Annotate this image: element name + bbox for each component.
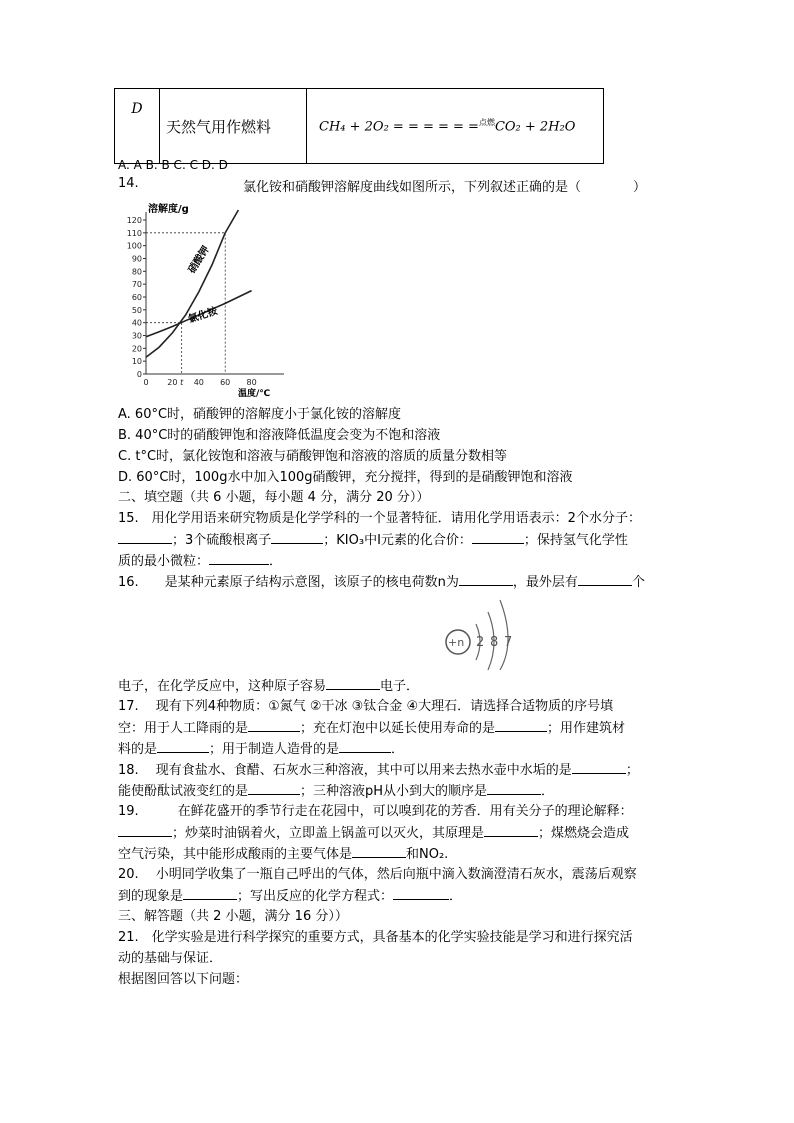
answer-blank[interactable] bbox=[459, 572, 513, 586]
option-description: 天然气用作燃料 bbox=[166, 117, 272, 136]
q20-line1: 20. 小明同学收集了一瓶自己呼出的气体，然后向瓶中滴入数滴澄清石灰水，震荡后观察 bbox=[118, 867, 637, 882]
nucleus-label: +n bbox=[448, 636, 465, 649]
table-cell-equation bbox=[307, 89, 604, 164]
solubility-chart bbox=[118, 196, 288, 400]
q17-text-3b: ；用于制造人造骨的是 bbox=[209, 742, 340, 757]
q16-line2 bbox=[118, 676, 419, 696]
chart-xlabel: 温度/℃ bbox=[238, 389, 271, 399]
y-tick-label: 50 bbox=[131, 305, 142, 315]
q17-text-2a: 空：用于人工降雨的是 bbox=[118, 721, 249, 736]
table-cell-letter bbox=[115, 89, 160, 164]
y-tick-label: 40 bbox=[131, 318, 142, 328]
option-letter: D bbox=[131, 101, 143, 117]
answer-blank[interactable] bbox=[271, 530, 323, 544]
q15-text-2a: ；3个硫酸根离子 bbox=[172, 533, 272, 548]
y-tick-label: 70 bbox=[131, 280, 142, 290]
q16-text-1c: 个 bbox=[631, 575, 645, 590]
q15-line1: 15. 用化学用语来研究物质是化学学科的一个显著特征．请用化学用语表示：2个水分子： bbox=[118, 511, 641, 526]
x-tick-label: 80 bbox=[246, 378, 257, 387]
q19-line3 bbox=[118, 844, 448, 864]
x-tick-label: 20 bbox=[167, 378, 178, 387]
y-tick-label: 120 bbox=[126, 216, 142, 225]
q20-text-2a: 到的现象是 bbox=[118, 889, 184, 904]
y-tick-label: 110 bbox=[126, 228, 142, 238]
q21-line2: 动的基础与保证． bbox=[118, 951, 223, 966]
q16-text-1a: 16. 是某种元素原子结构示意图，该原子的核电荷数n为 bbox=[118, 575, 459, 590]
q18-line2: 能使酚酞试液变红的是 ；三种溶液pH从小到大的顺序是 ． bbox=[118, 781, 554, 801]
answer-blank[interactable] bbox=[157, 739, 209, 753]
q17-line1: 17. 现有下列4种物质：①氮气 ②干冰 ③钛合金 ④大理石．请选择合适物质的序号填 bbox=[118, 699, 614, 714]
answer-blank[interactable] bbox=[487, 781, 541, 795]
q14-option-b: B. 40°C时的硝酸钾饱和溶液降低温度会变为不饱和溶液 bbox=[118, 428, 441, 443]
answer-blank[interactable] bbox=[352, 844, 406, 858]
answer-blank[interactable] bbox=[572, 760, 626, 774]
answer-blank[interactable] bbox=[472, 530, 524, 544]
q16-text-2a: 电子，在化学反应中，这种原子容易 bbox=[118, 679, 327, 694]
answer-blank[interactable] bbox=[578, 572, 632, 586]
q15-text-2c: ；保持氢气化学性 bbox=[523, 533, 628, 548]
shell-electrons-3: 7 bbox=[504, 635, 513, 650]
q14-option-c: C. t°C时，氯化铵饱和溶液与硝酸钾饱和溶液的溶质的质量分数相等 bbox=[118, 449, 508, 464]
series-label-potassium-nitrate: 硝酸钾 bbox=[186, 244, 212, 276]
q19-line1: 19. 在鲜花盛开的季节行走在花园中，可以嗅到花的芳香．用有关分子的理论解释： bbox=[118, 804, 633, 819]
series-label-ammonium-chloride: 氯化铵 bbox=[187, 305, 220, 326]
q15-line2 bbox=[118, 530, 628, 550]
shell-electrons-1: 2 bbox=[476, 635, 485, 650]
q19-text-3a: 空气污染，其中能形成酸雨的主要气体是 bbox=[118, 847, 353, 862]
q18-text-1a: 18. 现有食盐水、食醋、石灰水三种溶液，其中可以用来去热水壶中水垢的是 bbox=[118, 763, 572, 778]
answer-blank[interactable] bbox=[118, 823, 172, 837]
y-tick-label: 0 bbox=[136, 370, 142, 379]
q17-line2 bbox=[118, 718, 625, 738]
table-row bbox=[115, 89, 604, 164]
y-tick-label: 90 bbox=[131, 254, 142, 264]
q16-text-2b: 电子． bbox=[380, 679, 420, 694]
equation-condition: 点燃 bbox=[478, 118, 495, 128]
q17-line3: 料的是 ；用于制造人造骨的是 ． bbox=[118, 739, 404, 759]
q18-line1: 18. 现有食盐水、食醋、石灰水三种溶液，其中可以用来去热水壶中水垢的是 ； bbox=[118, 760, 639, 780]
q14-option-a: A. 60°C时，硝酸钾的溶解度小于氯化铵的溶解度 bbox=[118, 407, 402, 422]
q14-option-d: D. 60°C时，100g水中加入100g硝酸钾，充分搅拌，得到的是硝酸钾饱和溶液 bbox=[118, 470, 573, 485]
section2-heading: 二、填空题（共 6 小题，每小题 4 分，满分 20 分）） bbox=[118, 490, 430, 505]
q16-line1 bbox=[118, 572, 645, 592]
y-tick-label: 20 bbox=[131, 344, 142, 354]
x-tick-label: 0 bbox=[143, 378, 149, 387]
answer-blank[interactable] bbox=[209, 551, 269, 565]
y-tick-label: 80 bbox=[131, 267, 142, 277]
q15-line3: 质的最小微粒： ． bbox=[118, 551, 282, 571]
q19-text-2a: ；炒菜时油锅着火，立即盖上锅盖可以灭火，其原理是 bbox=[172, 826, 485, 841]
shell-electrons-2: 8 bbox=[490, 635, 499, 650]
q17-text-2b: ；充在灯泡中以延长使用寿命的是 bbox=[300, 721, 496, 736]
q15-text-2b: ；KIO₃中I元素的化合价： bbox=[323, 533, 472, 548]
q21-line1: 21. 化学实验是进行科学探究的重要方式，具备基本的化学实验技能是学习和进行探究活 bbox=[118, 930, 633, 945]
answer-blank[interactable] bbox=[326, 676, 380, 690]
guide-line-60c bbox=[146, 233, 225, 374]
x-tick-label: t bbox=[180, 378, 184, 387]
answer-blank[interactable] bbox=[393, 886, 449, 900]
answer-blank[interactable] bbox=[183, 886, 237, 900]
chart-ylabel: 溶解度/g bbox=[148, 204, 189, 215]
q15-text-3: 质的最小微粒： bbox=[118, 554, 210, 569]
q20-line2: 到的现象是 ；写出反应的化学方程式： ． bbox=[118, 886, 462, 906]
q20-text-2b: ；写出反应的化学方程式： bbox=[237, 889, 394, 904]
answer-blank[interactable] bbox=[339, 739, 391, 753]
section3-heading: 三、解答题（共 2 小题，满分 16 分）） bbox=[118, 909, 348, 924]
y-tick-label: 100 bbox=[126, 241, 142, 251]
y-tick-label: 60 bbox=[131, 293, 142, 302]
answer-blank[interactable] bbox=[248, 781, 300, 795]
q14-number: 14. bbox=[118, 176, 139, 191]
q21-line3: 根据图回答以下问题： bbox=[118, 972, 249, 987]
q17-text-2c: ；用作建筑材 bbox=[547, 721, 626, 736]
answer-blank[interactable] bbox=[248, 718, 300, 732]
series-line-potassium-nitrate bbox=[146, 210, 238, 357]
q19-text-3b: 和NO₂. bbox=[406, 847, 449, 862]
y-tick-label: 30 bbox=[131, 331, 142, 341]
equation-left: CH₄ + 2O₂ = = = = = = bbox=[319, 119, 479, 135]
q18-text-2b: ；三种溶液pH从小到大的顺序是 bbox=[300, 784, 488, 799]
equation-right: CO₂ + 2H₂O bbox=[494, 119, 576, 135]
q18-text-2a: 能使酚酞试液变红的是 bbox=[118, 784, 249, 799]
options-table bbox=[114, 88, 604, 164]
q19-line2 bbox=[118, 823, 629, 843]
answer-blank[interactable] bbox=[495, 718, 547, 732]
answer-blank[interactable] bbox=[484, 823, 538, 837]
y-tick-label: 10 bbox=[131, 357, 142, 367]
q14-stem: 氯化铵和硝酸钾溶解度曲线如图所示，下列叙述正确的是（ ） bbox=[243, 180, 647, 195]
atom-structure-diagram bbox=[440, 594, 520, 670]
answer-blank[interactable] bbox=[118, 530, 172, 544]
q13-options: A. A B. B C. C D. D bbox=[118, 158, 228, 172]
table-cell-desc bbox=[160, 89, 307, 164]
q17-text-3a: 料的是 bbox=[118, 742, 158, 757]
x-tick-label: 60 bbox=[220, 378, 231, 387]
q19-text-2b: ；煤燃烧会造成 bbox=[538, 826, 630, 841]
x-tick-label: 40 bbox=[193, 378, 204, 387]
q16-text-1b: ，最外层有 bbox=[512, 575, 578, 590]
